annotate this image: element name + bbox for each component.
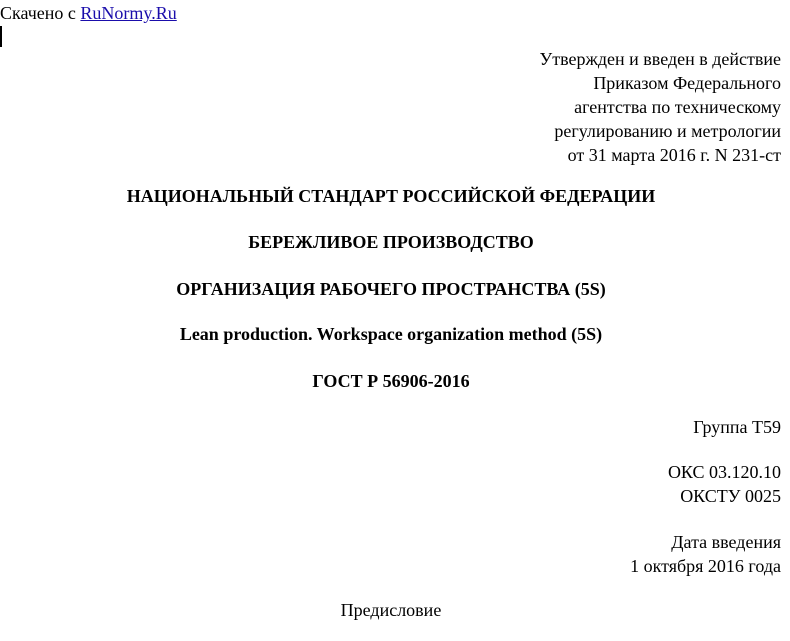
classification-block <box>668 460 781 508</box>
workspace-organization-heading: ОРГАНИЗАЦИЯ РАБОЧЕГО ПРОСТРАНСТВА (5S) <box>176 279 606 299</box>
source-prefix: Скачено с <box>0 3 81 23</box>
approval-line: регулированию и метрологии <box>554 121 781 141</box>
oks-code: ОКС 03.120.10 <box>667 462 781 482</box>
group-label: Группа Т59 <box>693 417 781 437</box>
gost-number-heading: ГОСТ Р 56906-2016 <box>312 371 470 391</box>
approval-block <box>539 47 781 167</box>
preface-heading: Предисловие <box>340 600 442 620</box>
group-block <box>693 415 781 439</box>
lean-production-heading: БЕРЕЖЛИВОЕ ПРОИЗВОДСТВО <box>248 232 534 252</box>
approval-line: Приказом Федерального <box>593 73 781 93</box>
effective-date-label: Дата введения <box>671 532 781 552</box>
approval-line: агентства по техническому <box>574 97 781 117</box>
effective-date-value: 1 октября 2016 года <box>630 556 781 576</box>
text-cursor <box>0 26 2 47</box>
approval-line: Утвержден и введен в действие <box>539 49 781 69</box>
okstu-code: ОКСТУ 0025 <box>680 486 781 506</box>
national-standard-heading: НАЦИОНАЛЬНЫЙ СТАНДАРТ РОССИЙСКОЙ ФЕДЕРАЦИИ <box>126 186 656 206</box>
source-link[interactable]: RuNormy.Ru <box>80 3 177 23</box>
source-line <box>0 3 177 23</box>
effective-date-block <box>630 530 781 578</box>
approval-line: от 31 марта 2016 г. N 231-ст <box>567 145 781 165</box>
english-title-heading: Lean production. Workspace organization method (5S) <box>179 324 603 344</box>
